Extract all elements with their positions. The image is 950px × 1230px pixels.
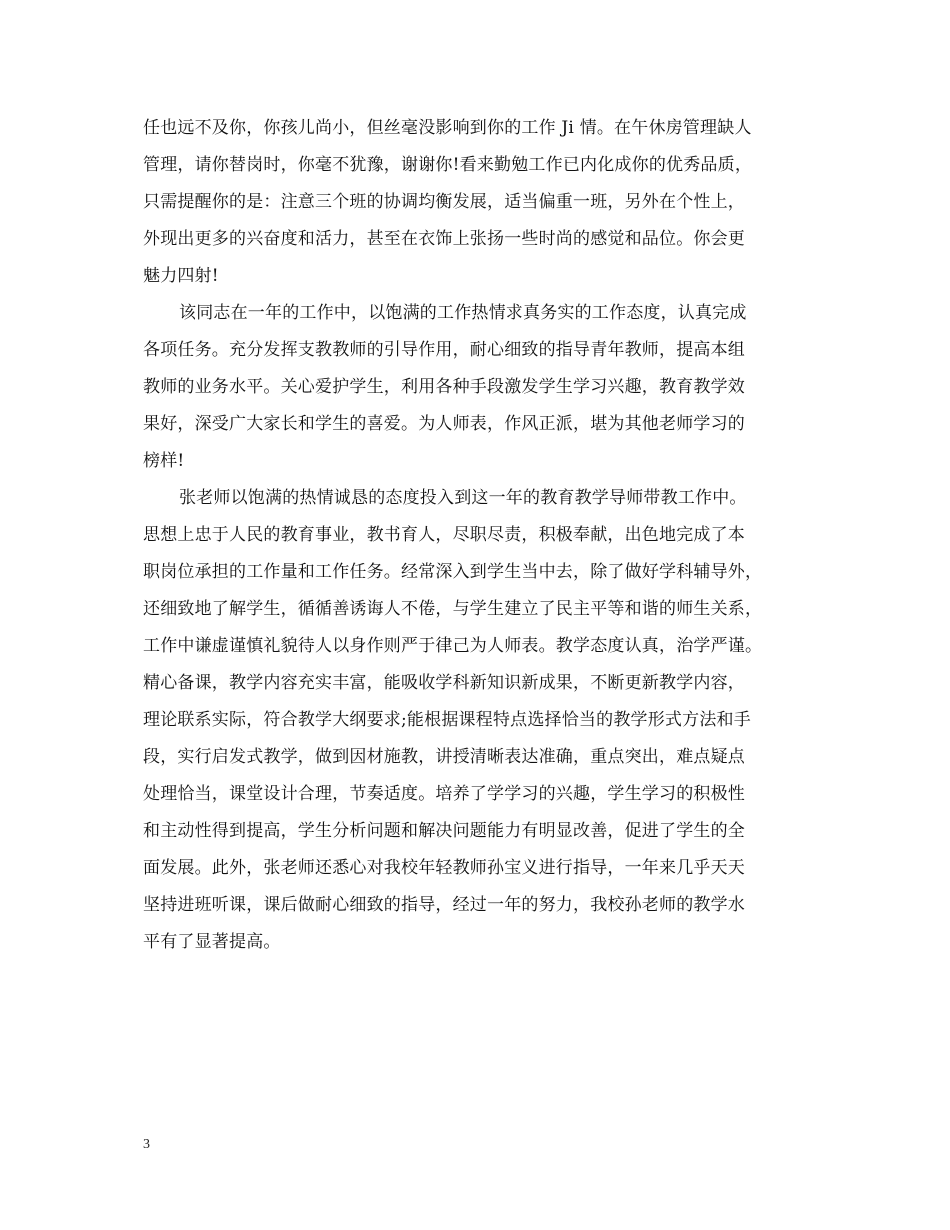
text-line: 榜样! xyxy=(143,451,185,471)
text-line: 工作中谦虚谨慎礼貌待人以身作则严于律己为人师表。教学态度认真，治学严谨。 xyxy=(143,636,763,656)
text-line: 还细致地了解学生，循循善诱诲人不倦，与学生建立了民主平等和谐的师生关系， xyxy=(143,599,763,619)
text-line: 坚持进班听课，课后做耐心细致的指导，经过一年的努力，我校孙老师的教学水 xyxy=(143,895,745,915)
text-line: 只需提醒你的是：注意三个班的协调均衡发展，适当偏重一班，另外在个性上， xyxy=(143,192,745,212)
text-line: 处理恰当，课堂设计合理，节奏适度。培养了学学习的兴趣，学生学习的积极性 xyxy=(143,784,745,804)
text-line: 各项任务。充分发挥支教教师的引导作用，耐心细致的指导青年教师，提高本组 xyxy=(143,340,745,360)
text-line: 面发展。此外，张老师还悉心对我校年轻教师孙宝义进行指导，一年来几乎天天 xyxy=(143,858,745,878)
text-line: 职岗位承担的工作量和工作任务。经常深入到学生当中去，除了做好学科辅导外， xyxy=(143,562,763,582)
text-line: 教师的业务水平。关心爱护学生，利用各种手段激发学生学习兴趣，教育教学效 xyxy=(143,377,745,397)
text-line: 外现出更多的兴奋度和活力，甚至在衣饰上张扬一些时尚的感觉和品位。你会更 xyxy=(143,229,745,249)
text-line: 果好，深受广大家长和学生的喜爱。为人师表，作风正派，堪为其他老师学习的 xyxy=(143,414,745,434)
text-line: 任也远不及你，你孩儿尚小，但丝毫没影响到你的工作 Ji 情。在午休房管理缺人 xyxy=(143,118,752,138)
text-line: 段，实行启发式教学，做到因材施教，讲授清晰表达准确，重点突出，难点疑点 xyxy=(143,747,745,767)
paragraph-2 xyxy=(143,295,815,480)
page-number: 3 xyxy=(143,1137,150,1152)
paragraph-1 xyxy=(143,110,815,295)
text-line: 管理，请你替岗时，你毫不犹豫，谢谢你!看来勤勉工作已内化成你的优秀品质， xyxy=(143,155,753,175)
text-line: 张老师以饱满的热情诚恳的态度投入到这一年的教育教学导师带教工作中。 xyxy=(179,488,747,508)
text-line: 该同志在一年的工作中，以饱满的工作热情求真务实的工作态度，认真完成 xyxy=(179,303,747,323)
paragraph-3 xyxy=(143,480,815,961)
document-body xyxy=(143,110,815,961)
text-line: 思想上忠于人民的教育事业，教书育人，尽职尽责，积极奉献，出色地完成了本 xyxy=(143,525,745,545)
text-line: 理论联系实际，符合教学大纲要求;能根据课程特点选择恰当的教学形式方法和手 xyxy=(143,710,751,730)
text-line: 平有了显著提高。 xyxy=(143,932,281,952)
text-line: 和主动性得到提高，学生分析问题和解决问题能力有明显改善，促进了学生的全 xyxy=(143,821,745,841)
text-line: 魅力四射! xyxy=(143,266,219,286)
text-line: 精心备课，教学内容充实丰富，能吸收学科新知识新成果，不断更新教学内容， xyxy=(143,673,745,693)
